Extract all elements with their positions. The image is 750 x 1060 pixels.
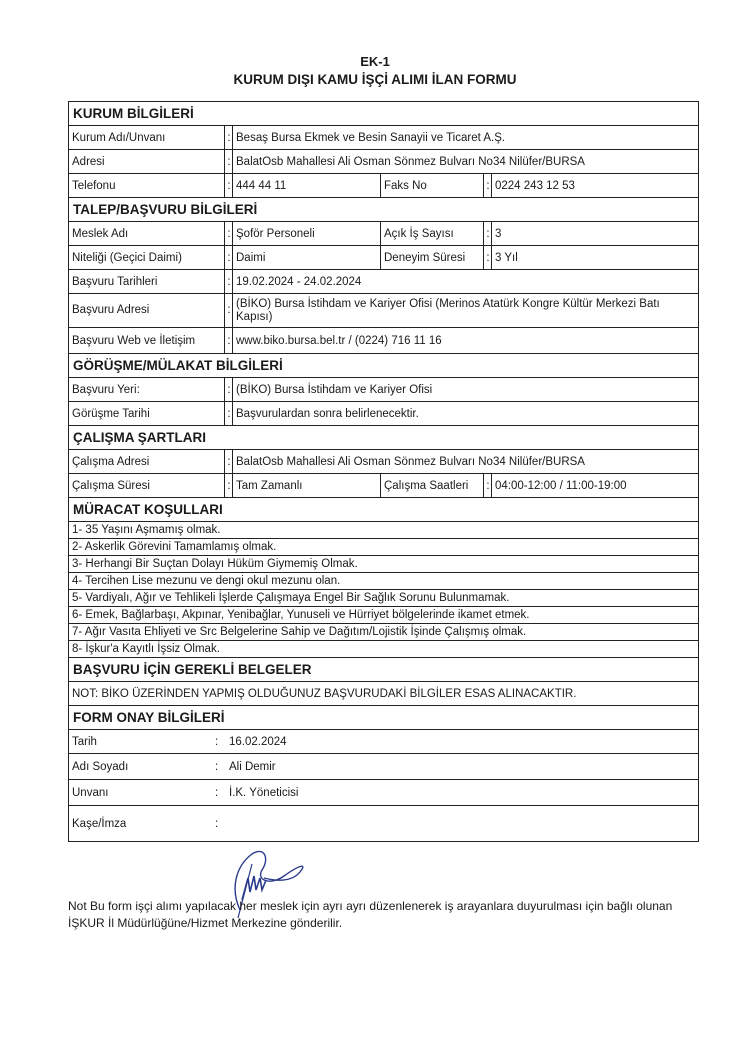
label: Niteliği (Geçici Daimi) [69, 246, 225, 269]
colon: : [484, 222, 492, 245]
work-address-value: BalatOsb Mahallesi Ali Osman Sönmez Bulvarı No34 Nilüfer/BURSA [236, 455, 585, 468]
label: Telefonu [69, 174, 225, 197]
colon: : [225, 450, 233, 473]
approver-name-value: Ali Demir [229, 760, 276, 773]
colon: : [484, 474, 492, 497]
label: Kurum Adı/Unvanı [69, 126, 225, 149]
colon: : [225, 294, 233, 327]
row-kurum-phone [69, 174, 698, 198]
row-approval-date [69, 730, 698, 754]
approval-date-value: 16.02.2024 [229, 735, 287, 748]
section-talep: TALEP/BAŞVURU BİLGİLERİ [69, 198, 698, 222]
colon: : [225, 174, 233, 197]
colon: : [225, 246, 233, 269]
openings-value: 3 [495, 227, 502, 240]
condition-item: 8- İşkur'a Kayıtlı İşsiz Olmak. [69, 641, 698, 658]
condition-item: 7- Ağır Vasıta Ehliyeti ve Src Belgelerine Sahip ve Dağıtım/Lojistik İşinde Çalışmış olmak. [69, 624, 698, 641]
condition-item: 2- Askerlik Görevini Tamamlamış olmak. [69, 539, 698, 556]
label: Başvuru Tarihleri [69, 270, 225, 293]
label: Adresi [69, 150, 225, 173]
form-title: KURUM DIŞI KAMU İŞÇİ ALIMI İLAN FORMU [233, 72, 517, 87]
section-onay: FORM ONAY BİLGİLERİ [69, 706, 698, 730]
label: Çalışma Süresi [69, 474, 225, 497]
label: Çalışma Saatleri [381, 474, 484, 497]
colon: : [225, 150, 233, 173]
row-stamp-signature [69, 806, 698, 842]
condition-item: 3- Herhangi Bir Suçtan Dolayı Hüküm Giymemiş Olmak. [69, 556, 698, 573]
kurum-address-value: BalatOsb Mahallesi Ali Osman Sönmez Bulvarı No34 Nilüfer/BURSA [236, 155, 585, 168]
section-kurum: KURUM BİLGİLERİ [69, 102, 698, 126]
footer-line: İŞKUR İl Müdürlüğüne/Hizmet Merkezine gönderilir. [68, 916, 343, 930]
label: Kaşe/İmza [72, 817, 127, 830]
nature-value: Daimi [233, 246, 381, 269]
label: Çalışma Adresi [69, 450, 225, 473]
row-kurum-address [69, 150, 698, 174]
colon: : [225, 474, 233, 497]
footer-line: Not Bu form işçi alımı yapılacak her meslek için ayrı ayrı düzenlenerek iş arayanlara duyurulması için bağlı olunan [68, 899, 673, 913]
condition-item: 5- Vardiyalı, Ağır ve Tehlikeli İşlerde Çalışmaya Engel Bir Sağlık Sorunu Bulunmamak. [69, 590, 698, 607]
label: Tarih [72, 735, 97, 748]
dates-value: 19.02.2024 - 24.02.2024 [236, 275, 362, 288]
colon: : [225, 402, 233, 425]
section-muracat: MÜRACAT KOŞULLARI [69, 498, 698, 522]
row-dates [69, 270, 698, 294]
row-nature [69, 246, 698, 270]
row-work-duration [69, 474, 698, 498]
approver-title-value: İ.K. Yöneticisi [229, 786, 299, 799]
colon: : [225, 378, 233, 401]
colon: : [215, 817, 219, 830]
section-belgeler: BAŞVURU İÇİN GEREKLİ BELGELER [69, 658, 698, 682]
section-calisma: ÇALIŞMA ŞARTLARI [69, 426, 698, 450]
colon: : [215, 786, 219, 799]
condition-item: 6- Emek, Bağlarbaşı, Akpınar, Yenibağlar, Yunuseli ve Hürriyet bölgelerinde ikamet etmek. [69, 607, 698, 624]
belgeler-note: NOT: BİKO ÜZERİNDEN YAPMIŞ OLDUĞUNUZ BAŞVURUDAKİ BİLGİLER ESAS ALINACAKTIR. [69, 682, 698, 706]
annex-label: EK-1 [360, 54, 390, 69]
row-approver-title [69, 780, 698, 806]
row-interview-place [69, 378, 698, 402]
app-address-value: (BİKO) Bursa İstihdam ve Kariyer Ofisi (Merinos Atatürk Kongre Kültür Merkezi Batı Kapısı) [236, 297, 660, 323]
colon: : [225, 126, 233, 149]
fax-value: 0224 243 12 53 [495, 179, 575, 192]
label: Açık İş Sayısı [381, 222, 484, 245]
colon: : [225, 328, 233, 353]
duration-value: Tam Zamanlı [233, 474, 381, 497]
label: Deneyim Süresi [381, 246, 484, 269]
section-gorusme: GÖRÜŞME/MÜLAKAT BİLGİLERİ [69, 354, 698, 378]
announcement-form [68, 101, 699, 842]
row-work-address [69, 450, 698, 474]
colon: : [225, 270, 233, 293]
row-kurum-name [69, 126, 698, 150]
row-app-address [69, 294, 698, 328]
colon: : [484, 174, 492, 197]
colon: : [215, 760, 219, 773]
interview-date-value: Başvurulardan sonra belirlenecektir. [236, 407, 419, 420]
hours-value: 04:00-12:00 / 11:00-19:00 [495, 479, 627, 492]
interview-place-value: (BİKO) Bursa İstihdam ve Kariyer Ofisi [236, 383, 433, 396]
footer-note [68, 898, 698, 932]
colon: : [484, 246, 492, 269]
colon: : [225, 222, 233, 245]
row-job [69, 222, 698, 246]
job-value: Şoför Personeli [233, 222, 381, 245]
label: Unvanı [72, 786, 109, 799]
label: Görüşme Tarihi [69, 402, 225, 425]
experience-value: 3 Yıl [495, 251, 518, 264]
phone-value: 444 44 11 [233, 174, 381, 197]
condition-item: 4- Tercihen Lise mezunu ve dengi okul mezunu olan. [69, 573, 698, 590]
signature-area [229, 806, 698, 841]
label: Başvuru Adresi [69, 294, 225, 327]
label: Meslek Adı [69, 222, 225, 245]
web-value: www.biko.bursa.bel.tr / (0224) 716 11 16 [236, 334, 442, 347]
row-interview-date [69, 402, 698, 426]
label: Başvuru Web ve İletişim [69, 328, 225, 353]
colon: : [215, 735, 219, 748]
row-approver-name [69, 754, 698, 780]
kurum-name-value: Besaş Bursa Ekmek ve Besin Sanayii ve Ticaret A.Ş. [236, 131, 506, 144]
label: Adı Soyadı [72, 760, 129, 773]
label: Faks No [381, 174, 484, 197]
condition-item: 1- 35 Yaşını Aşmamış olmak. [69, 522, 698, 539]
row-web [69, 328, 698, 354]
label: Başvuru Yeri: [69, 378, 225, 401]
